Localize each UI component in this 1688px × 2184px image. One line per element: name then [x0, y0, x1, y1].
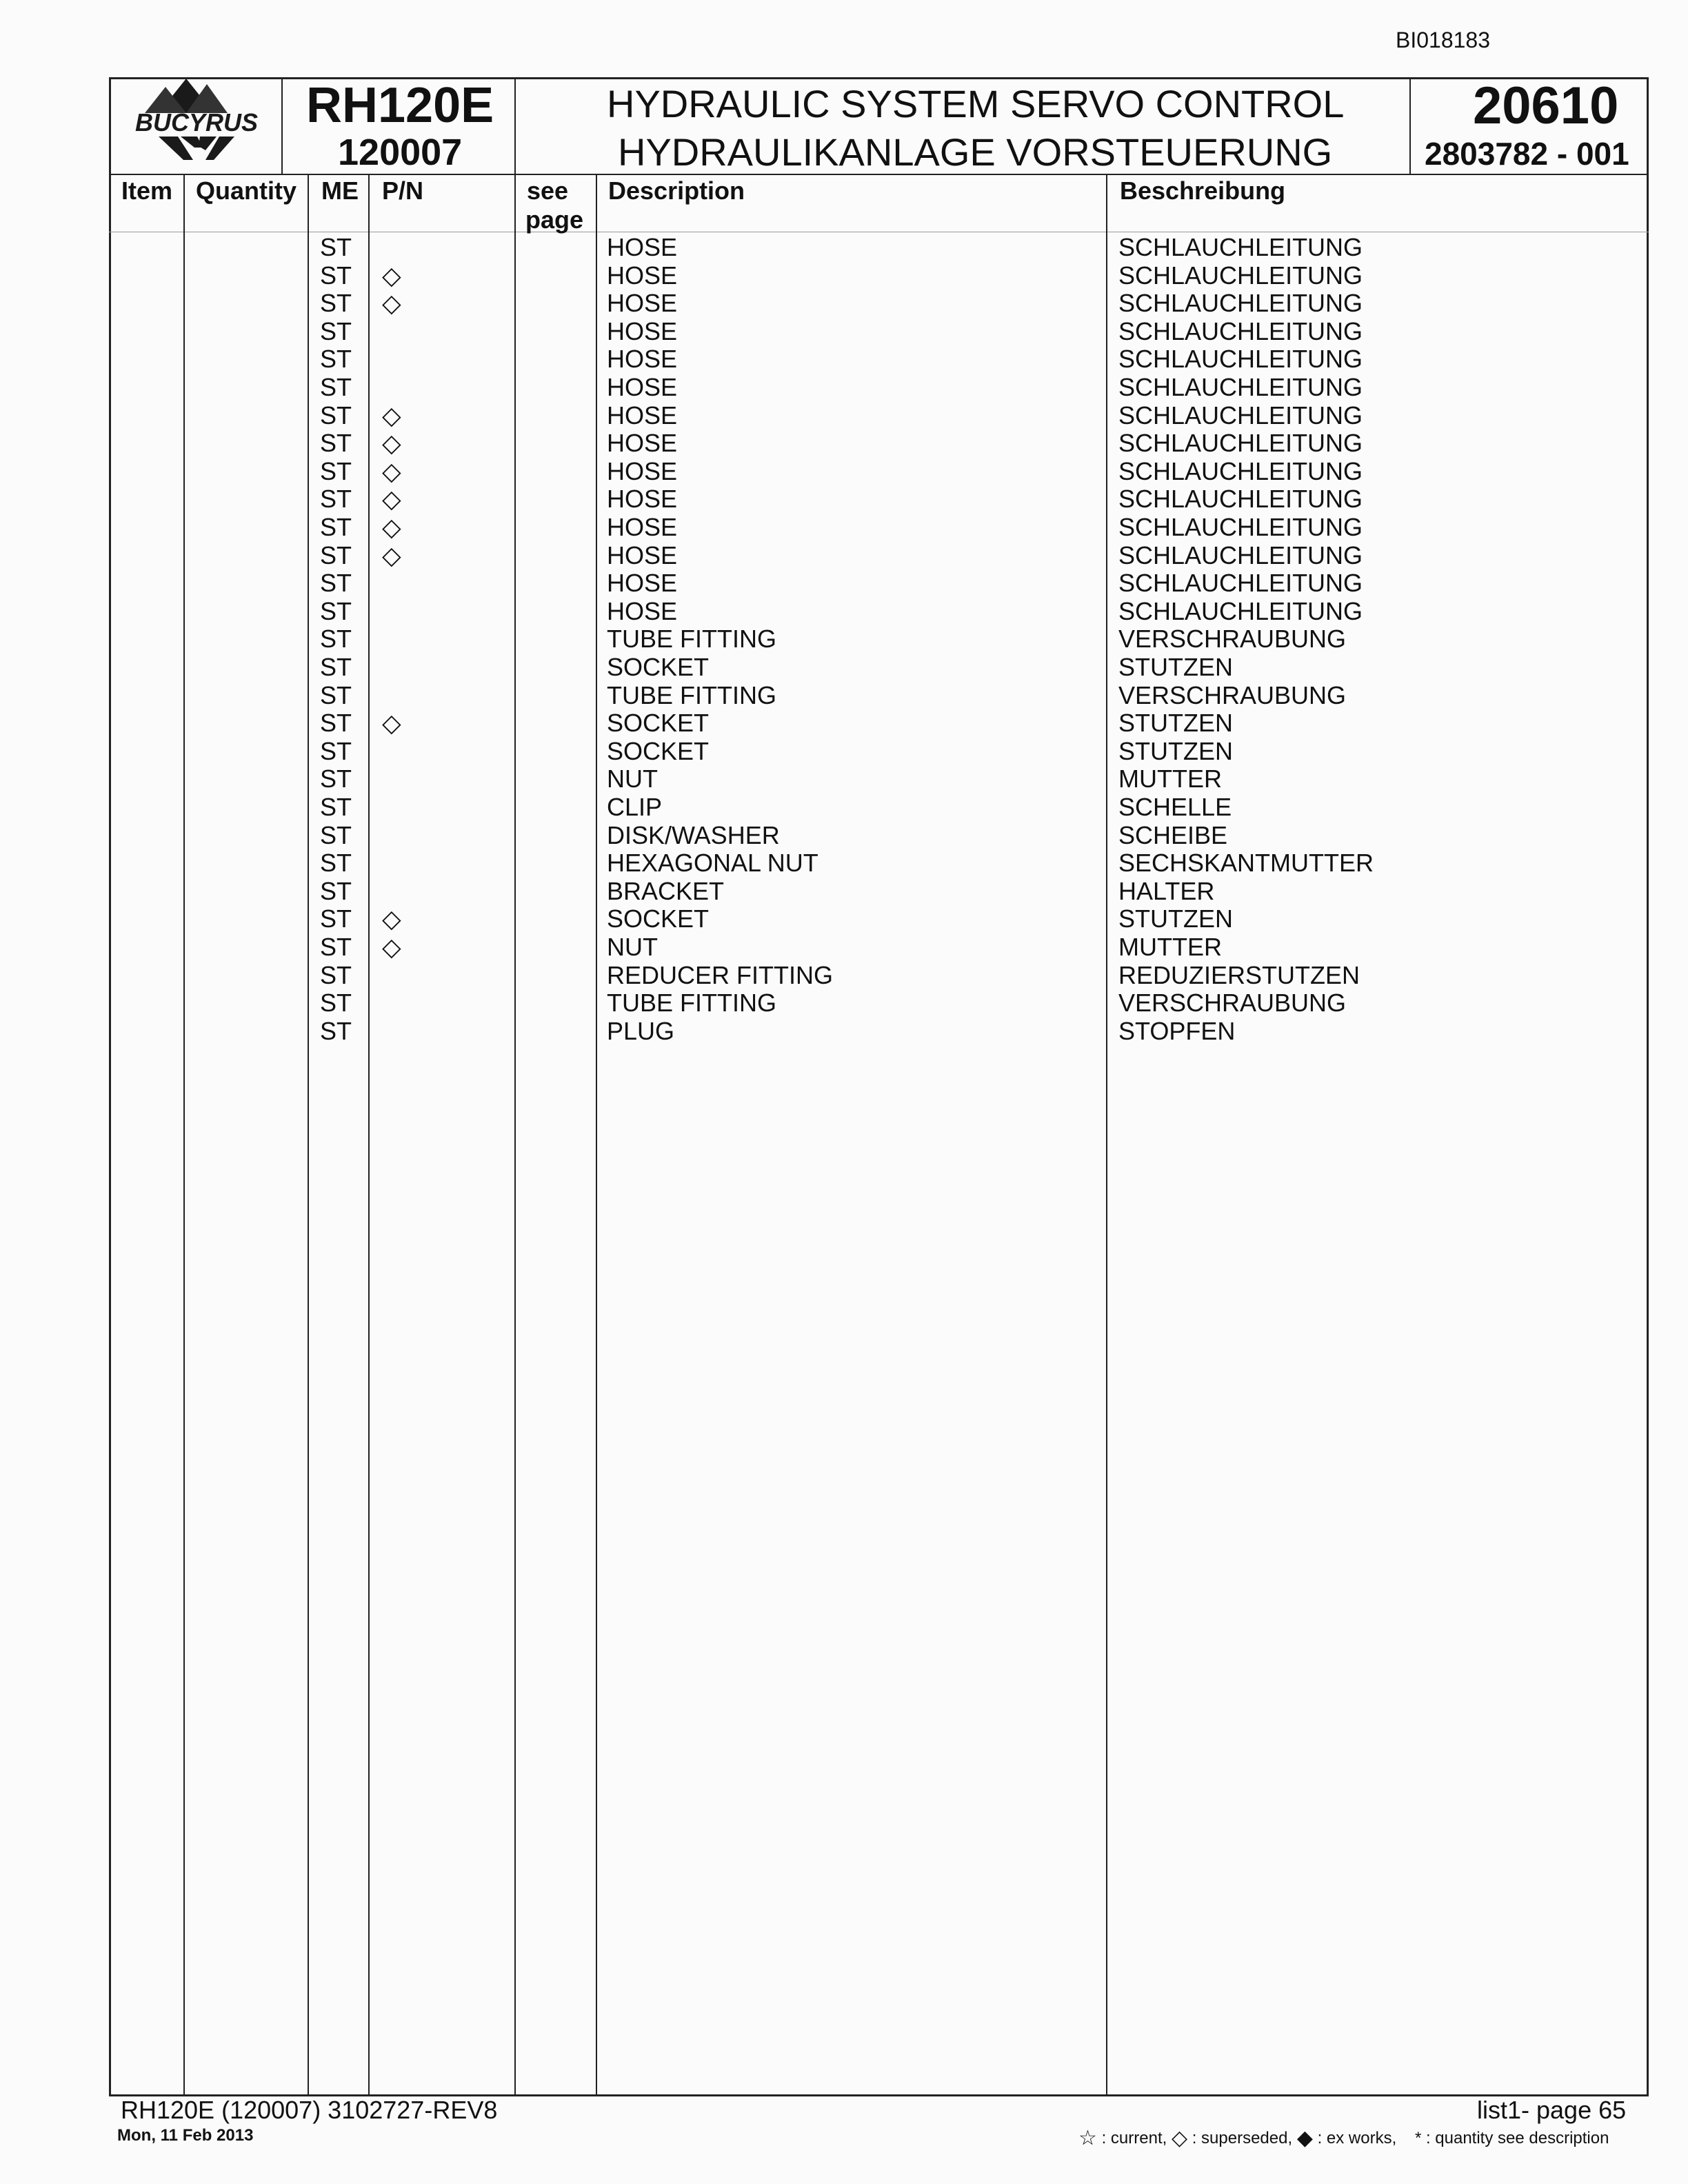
column-divider — [308, 175, 309, 2096]
column-divider — [514, 175, 516, 2096]
column-header-see: see — [527, 176, 569, 205]
bucyrus-logo-icon — [117, 79, 276, 172]
status-icon: ◇ — [382, 429, 401, 458]
beschreibung-cell: SCHLAUCHLEITUNG — [1118, 429, 1363, 458]
column-header-description: Description — [608, 176, 745, 205]
beschreibung-cell: VERSCHRAUBUNG — [1118, 625, 1347, 654]
description-cell: BRACKET — [607, 876, 725, 905]
beschreibung-cell: VERSCHRAUBUNG — [1118, 989, 1347, 1018]
description-cell: SOCKET — [607, 736, 710, 765]
column-divider — [368, 175, 370, 2096]
me-cell: ST — [320, 429, 352, 458]
beschreibung-cell: SCHLAUCHLEITUNG — [1118, 540, 1363, 569]
me-cell: ST — [320, 904, 352, 933]
column-header-quantity: Quantity — [196, 176, 297, 205]
serial-number: 120007 — [338, 132, 463, 173]
me-cell: ST — [320, 540, 352, 569]
document-id: BI018183 — [1396, 28, 1491, 52]
title-german: HYDRAULIKANLAGE VORSTEUERUNG — [618, 130, 1333, 174]
column-header-item: Item — [121, 176, 173, 205]
description-cell: TUBE FITTING — [607, 680, 776, 709]
me-cell: ST — [320, 765, 352, 793]
asterisk-icon: * — [1414, 2129, 1422, 2147]
me-cell: ST — [320, 596, 352, 625]
status-icon: ◇ — [382, 709, 401, 738]
document-number: 2803782 - 001 — [1425, 136, 1629, 172]
star-icon: ☆ — [1078, 2127, 1097, 2150]
footer-date: Mon, 11 Feb 2013 — [117, 2126, 254, 2145]
status-icon: ◇ — [382, 456, 401, 485]
me-cell: ST — [320, 653, 352, 681]
description-cell: HOSE — [607, 373, 678, 401]
description-cell: HOSE — [607, 596, 678, 625]
me-cell: ST — [320, 1016, 352, 1045]
me-cell: ST — [320, 261, 352, 290]
beschreibung-cell: SCHLAUCHLEITUNG — [1118, 401, 1363, 429]
beschreibung-cell: SCHLAUCHLEITUNG — [1118, 373, 1363, 401]
status-icon: ◇ — [382, 540, 401, 569]
column-header-beschreibung: Beschreibung — [1120, 176, 1286, 205]
description-cell: HOSE — [607, 429, 678, 458]
beschreibung-cell: SCHLAUCHLEITUNG — [1118, 345, 1363, 374]
title-english: HYDRAULIC SYSTEM SERVO CONTROL — [607, 82, 1345, 125]
me-cell: ST — [320, 233, 352, 261]
beschreibung-cell: STUTZEN — [1118, 904, 1233, 933]
beschreibung-cell: STUTZEN — [1118, 709, 1233, 738]
description-cell: HOSE — [607, 316, 678, 345]
beschreibung-cell: SCHLAUCHLEITUNG — [1118, 513, 1363, 541]
me-cell: ST — [320, 625, 352, 654]
me-cell: ST — [320, 345, 352, 374]
description-cell: HEXAGONAL NUT — [607, 849, 818, 878]
me-cell: ST — [320, 960, 352, 989]
beschreibung-cell: MUTTER — [1118, 765, 1222, 793]
beschreibung-cell: SCHLAUCHLEITUNG — [1118, 596, 1363, 625]
me-cell: ST — [320, 793, 352, 821]
status-icon: ◇ — [382, 904, 401, 933]
me-cell: ST — [320, 485, 352, 514]
description-cell: TUBE FITTING — [607, 625, 776, 654]
column-divider — [1106, 175, 1107, 2096]
description-cell: SOCKET — [607, 709, 710, 738]
beschreibung-cell: STUTZEN — [1118, 736, 1233, 765]
me-cell: ST — [320, 933, 352, 961]
footer-legend — [1078, 2126, 1609, 2150]
description-cell: HOSE — [607, 540, 678, 569]
header-divider — [281, 77, 283, 175]
me-cell: ST — [320, 289, 352, 318]
legend-quantity: : quantity see description — [1425, 2129, 1609, 2147]
me-cell: ST — [320, 736, 352, 765]
beschreibung-cell: SCHLAUCHLEITUNG — [1118, 569, 1363, 598]
description-cell: SOCKET — [607, 653, 710, 681]
description-cell: SOCKET — [607, 904, 710, 933]
description-cell: HOSE — [607, 485, 678, 514]
me-cell: ST — [320, 989, 352, 1018]
description-cell: HOSE — [607, 345, 678, 374]
me-cell: ST — [320, 876, 352, 905]
beschreibung-cell: SCHLAUCHLEITUNG — [1118, 233, 1363, 261]
column-header-pn: P/N — [382, 176, 424, 205]
beschreibung-cell: SCHLAUCHLEITUNG — [1118, 261, 1363, 290]
me-cell: ST — [320, 373, 352, 401]
description-cell: REDUCER FITTING — [607, 960, 833, 989]
beschreibung-cell: SCHLAUCHLEITUNG — [1118, 485, 1363, 514]
bucyrus-logo — [117, 79, 276, 172]
beschreibung-cell: SCHLAUCHLEITUNG — [1118, 456, 1363, 485]
me-cell: ST — [320, 456, 352, 485]
status-icon: ◇ — [382, 401, 401, 429]
footer-reference: RH120E (120007) 3102727-REV8 — [121, 2096, 498, 2124]
header-divider — [1409, 77, 1411, 175]
beschreibung-cell: MUTTER — [1118, 933, 1222, 961]
description-cell: HOSE — [607, 569, 678, 598]
legend-superseded: : superseded, — [1192, 2129, 1293, 2147]
beschreibung-cell: REDUZIERSTUTZEN — [1118, 960, 1360, 989]
me-cell: ST — [320, 820, 352, 849]
column-divider — [183, 175, 185, 2096]
model-number: RH120E — [306, 78, 494, 133]
description-cell: HOSE — [607, 513, 678, 541]
me-cell: ST — [320, 401, 352, 429]
me-cell: ST — [320, 849, 352, 878]
status-icon: ◇ — [382, 289, 401, 318]
beschreibung-cell: STOPFEN — [1118, 1016, 1236, 1045]
beschreibung-cell: SCHELLE — [1118, 793, 1232, 821]
legend-current: : current, — [1101, 2129, 1167, 2147]
description-cell: HOSE — [607, 289, 678, 318]
header-divider — [514, 77, 516, 175]
status-icon: ◇ — [382, 485, 401, 514]
me-cell: ST — [320, 513, 352, 541]
beschreibung-cell: HALTER — [1118, 876, 1215, 905]
diamond-outline-icon: ◇ — [1171, 2127, 1188, 2150]
status-icon: ◇ — [382, 933, 401, 961]
description-cell: TUBE FITTING — [607, 989, 776, 1018]
description-cell: PLUG — [607, 1016, 675, 1045]
description-cell: DISK/WASHER — [607, 820, 780, 849]
status-icon: ◇ — [382, 261, 401, 290]
description-cell: HOSE — [607, 401, 678, 429]
status-icon: ◇ — [382, 513, 401, 541]
svg-text:BUCYRUS: BUCYRUS — [134, 108, 259, 136]
description-cell: CLIP — [607, 793, 663, 821]
column-divider — [596, 175, 597, 2096]
group-number: 20610 — [1473, 77, 1619, 135]
me-cell: ST — [320, 709, 352, 738]
footer-page-number: list1- page 65 — [1477, 2096, 1627, 2124]
legend-exworks: : ex works, — [1317, 2129, 1397, 2147]
diamond-filled-icon: ◆ — [1296, 2127, 1313, 2150]
me-cell: ST — [320, 316, 352, 345]
me-cell: ST — [320, 680, 352, 709]
beschreibung-cell: VERSCHRAUBUNG — [1118, 680, 1347, 709]
description-cell: HOSE — [607, 233, 678, 261]
description-cell: HOSE — [607, 261, 678, 290]
description-cell: NUT — [607, 765, 658, 793]
beschreibung-cell: STUTZEN — [1118, 653, 1233, 681]
beschreibung-cell: SCHEIBE — [1118, 820, 1228, 849]
beschreibung-cell: SCHLAUCHLEITUNG — [1118, 316, 1363, 345]
description-cell: NUT — [607, 933, 658, 961]
description-cell: HOSE — [607, 456, 678, 485]
beschreibung-cell: SECHSKANTMUTTER — [1118, 849, 1374, 878]
column-header-page: page — [525, 205, 584, 234]
column-header-me: ME — [321, 176, 359, 205]
beschreibung-cell: SCHLAUCHLEITUNG — [1118, 289, 1363, 318]
me-cell: ST — [320, 569, 352, 598]
